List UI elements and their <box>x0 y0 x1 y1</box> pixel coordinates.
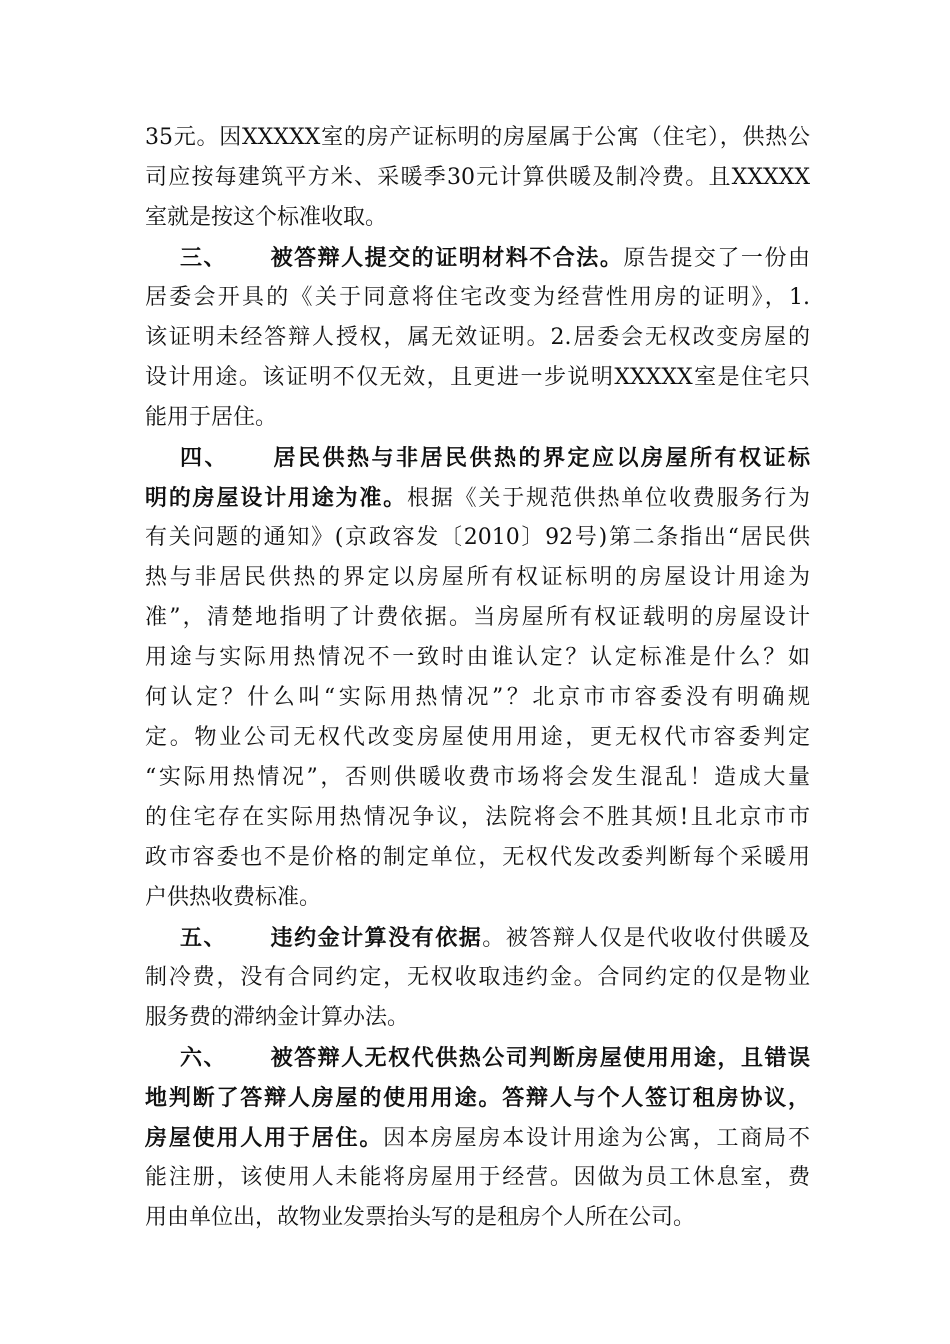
text-line: 司应按每建筑平方米、采暖季30元计算供暖及制冷费。且XXXXX <box>145 165 810 190</box>
section-text: 因本房屋房本设计用途为公寓，工商局不 <box>383 1126 810 1151</box>
text-line <box>145 1118 810 1158</box>
text-line: 用途与实际用热情况不一致时由谁认定？认定标准是什么？如 <box>145 645 810 670</box>
text-line: 35元。因XXXXX室的房产证标明的房屋属于公寓（住宅），供热公 <box>145 125 810 150</box>
text-line <box>145 478 810 518</box>
text-line: 热与非居民供热的界定以房屋所有权证标明的房屋设计用途为 <box>145 565 810 590</box>
section-heading: 地判断了答辩人房屋的使用用途。答辩人与个人签订租房协议， <box>145 1085 810 1111</box>
section-text: 根据《关于规范供热单位收费服务行为 <box>406 486 810 511</box>
text-line: 用由单位出，故物业发票抬头写的是租房个人所在公司。 <box>145 1205 696 1230</box>
section-heading: 被答辩人提交的证明材料不合法。 <box>269 245 624 271</box>
section-number: 六、 <box>180 1045 228 1071</box>
section-number: 四、 <box>180 445 229 471</box>
text-line: 户供热收费标准。 <box>145 885 322 910</box>
section-heading: 居民供热与非居民供热的界定应以房屋所有权证标 <box>271 445 810 471</box>
text-line: 该证明未经答辩人授权，属无效证明。2.居委会无权改变房屋的 <box>145 325 810 350</box>
section-6-heading-line <box>180 1038 810 1078</box>
section-number: 五、 <box>180 925 228 951</box>
text-line: 室就是按这个标准收取。 <box>145 205 388 230</box>
section-heading: 违约金计算没有依据 <box>269 925 483 951</box>
text-line: 准”，清楚地指明了计费依据。当房屋所有权证载明的房屋设计 <box>145 605 810 630</box>
text-line: 有关问题的通知》(京政容发〔2010〕92号)第二条指出“居民供 <box>145 525 810 550</box>
section-heading: 房屋使用人用于居住。 <box>145 1125 384 1151</box>
text-line: 的住宅存在实际用热情况争议，法院将会不胜其烦!且北京市市 <box>145 805 810 830</box>
text-line: “实际用热情况”，否则供暖收费市场将会发生混乱！造成大量 <box>145 765 810 790</box>
text-line: 能用于居住。 <box>145 405 278 430</box>
section-5-heading-line <box>180 918 810 958</box>
text-line: 设计用途。该证明不仅无效，且更进一步说明XXXXX室是住宅只 <box>145 365 810 390</box>
section-4-heading-line <box>180 438 810 478</box>
text-line: 定。物业公司无权代改变房屋使用用途，更无权代市容委判定 <box>145 725 810 750</box>
section-number: 三、 <box>180 245 228 271</box>
section-text: 原告提交了一份由 <box>623 246 810 271</box>
text-line: 何认定？什么叫“实际用热情况”？北京市市容委没有明确规 <box>145 685 810 710</box>
text-line: 制冷费，没有合同约定，无权收取违约金。合同约定的仅是物业 <box>145 965 810 990</box>
text-line: 能注册，该使用人未能将房屋用于经营。因做为员工休息室，费 <box>145 1165 810 1190</box>
text-line: 居委会开具的《关于同意将住宅改变为经营性用房的证明》，1. <box>145 285 810 310</box>
section-3-heading-line <box>180 238 810 278</box>
section-text: 。被答辩人仅是代收收付供暖及 <box>482 926 810 951</box>
section-heading: 被答辩人无权代供热公司判断房屋使用用途，且错误 <box>269 1045 810 1071</box>
section-heading: 明的房屋设计用途为准。 <box>145 485 407 511</box>
text-line: 服务费的滞纳金计算办法。 <box>145 1005 410 1030</box>
text-line: 政市容委也不是价格的制定单位，无权代发改委判断每个采暖用 <box>145 845 810 870</box>
